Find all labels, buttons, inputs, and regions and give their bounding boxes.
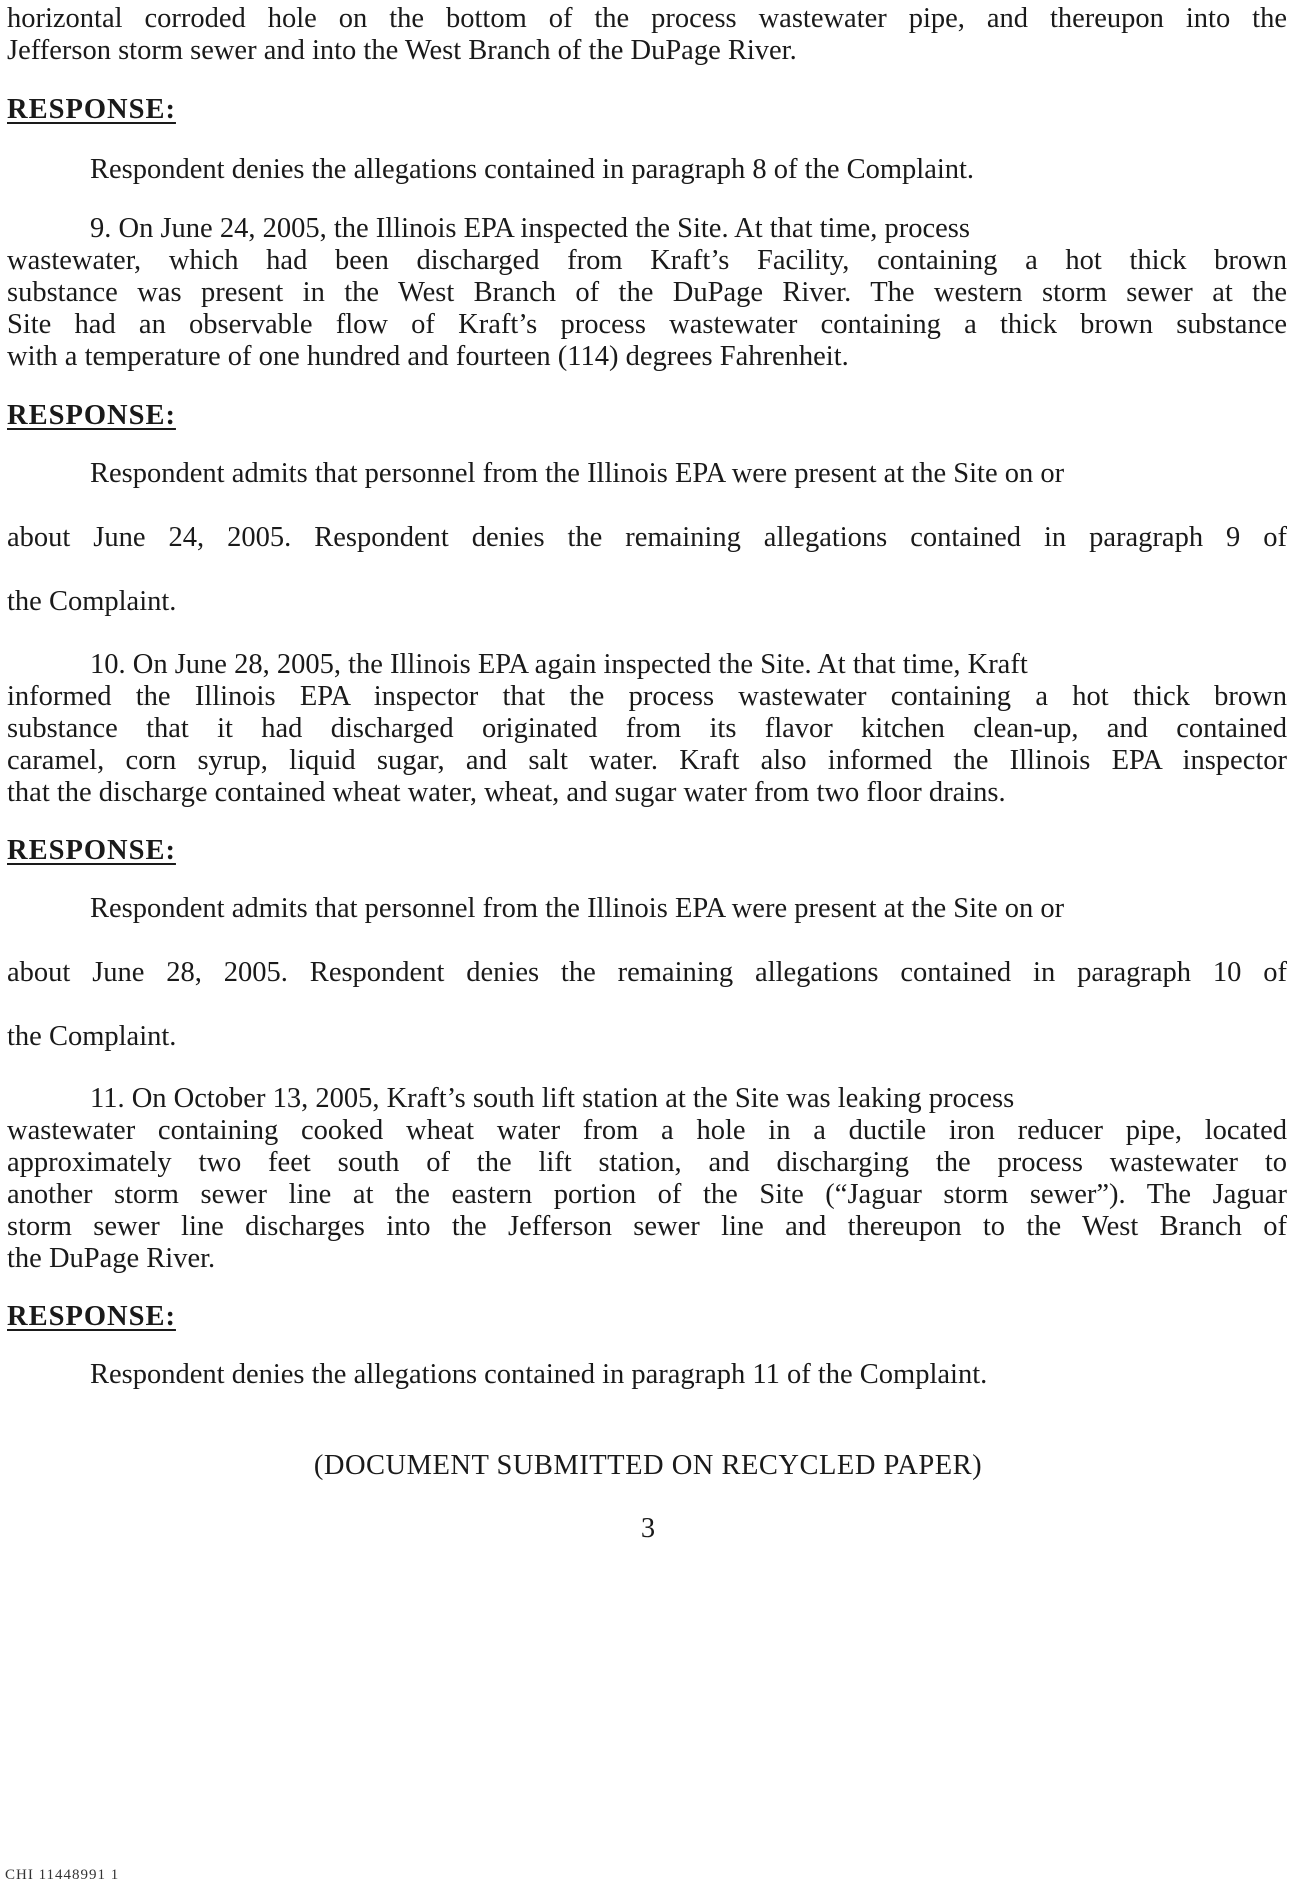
response-line: about June 28, 2005. Respondent denies the remaining allegations contained in paragraph 10 of [7,957,1287,988]
response-heading: RESPONSE: [7,835,176,866]
paragraph-line: horizontal corroded hole on the bottom of the process wastewater pipe, and thereupon into the [7,3,1287,34]
recycled-paper-note: (DOCUMENT SUBMITTED ON RECYCLED PAPER) [313,1450,983,1481]
paragraph-line: 9. On June 24, 2005, the Illinois EPA inspected the Site. At that time, process [90,213,970,244]
paragraph-line: informed the Illinois EPA inspector that the process wastewater containing a hot thick brown [7,681,1287,712]
response-line: the Complaint. [7,586,177,617]
response-heading: RESPONSE: [7,400,176,431]
paragraph-line: caramel, corn syrup, liquid sugar, and salt water. Kraft also informed the Illinois EPA inspector [7,745,1287,776]
response-heading: RESPONSE: [7,1301,176,1332]
response-line: the Complaint. [7,1021,177,1052]
paragraph-line: 10. On June 28, 2005, the Illinois EPA again inspected the Site. At that time, Kraft [90,649,1028,680]
paragraph-line: Site had an observable flow of Kraft’s process wastewater containing a thick brown substance [7,309,1287,340]
document-id: CHI 11448991 1 [5,1867,120,1883]
paragraph-line: substance was present in the West Branch of the DuPage River. The western storm sewer at the [7,277,1287,308]
page-number: 3 [640,1513,656,1544]
paragraph-line: wastewater containing cooked wheat water from a hole in a ductile iron reducer pipe, located [7,1115,1287,1146]
response-8-text: Respondent denies the allegations contained in paragraph 8 of the Complaint. [90,154,975,185]
paragraph-line: that the discharge contained wheat water, wheat, and sugar water from two floor drains. [7,777,1006,808]
response-line: Respondent admits that personnel from the Illinois EPA were present at the Site on or [90,458,1065,489]
paragraph-line: another storm sewer line at the eastern portion of the Site (“Jaguar storm sewer”). The Jaguar [7,1179,1287,1210]
response-heading: RESPONSE: [7,94,176,125]
paragraph-line: 11. On October 13, 2005, Kraft’s south lift station at the Site was leaking process [90,1083,1015,1114]
paragraph-line: with a temperature of one hundred and fourteen (114) degrees Fahrenheit. [7,341,849,372]
paragraph-line: approximately two feet south of the lift station, and discharging the process wastewater to [7,1147,1287,1178]
response-line: about June 24, 2005. Respondent denies the remaining allegations contained in paragraph 9 of [7,522,1287,553]
paragraph-line: Jefferson storm sewer and into the West Branch of the DuPage River. [7,35,797,66]
paragraph-line: wastewater, which had been discharged from Kraft’s Facility, containing a hot thick brown [7,245,1287,276]
paragraph-line: storm sewer line discharges into the Jefferson sewer line and thereupon to the West Branch of [7,1211,1287,1242]
paragraph-line: the DuPage River. [7,1243,216,1274]
response-line: Respondent admits that personnel from the Illinois EPA were present at the Site on or [90,893,1065,924]
paragraph-line: substance that it had discharged originated from its flavor kitchen clean-up, and contained [7,713,1287,744]
response-11-text: Respondent denies the allegations contained in paragraph 11 of the Complaint. [90,1359,988,1390]
